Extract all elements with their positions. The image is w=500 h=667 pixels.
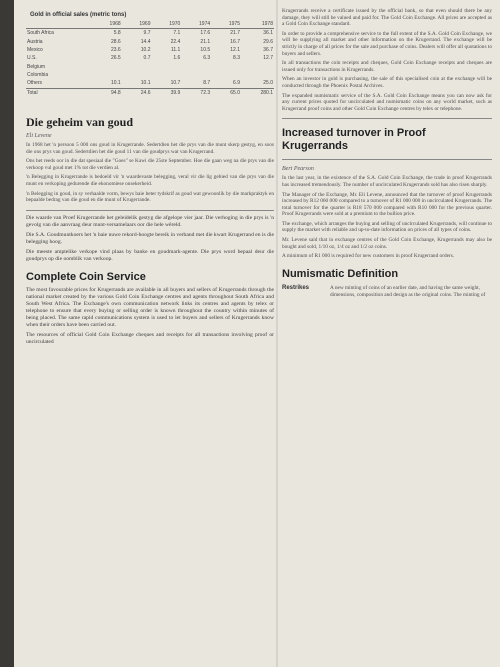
- article-paragraph: When an investor in gold is purchasing, the sale of this specialised coin at the exchange will be conducted through the Phoenix Postal Archives.: [282, 76, 492, 89]
- table-cell: [211, 63, 241, 71]
- table-cell: 10.1: [140, 80, 151, 87]
- table-cell: 8.3: [233, 55, 240, 62]
- table-cell: 29.6: [263, 38, 273, 45]
- table-cell: 1.6: [173, 55, 181, 62]
- table-cell: [241, 71, 274, 79]
- table-cell: 6.9: [233, 80, 240, 87]
- table-header-cell: 1970: [152, 20, 182, 29]
- table-cell: 7.1: [173, 30, 181, 37]
- article-paragraph: 'n Belegging in Krugerrande is bedoeld vir 'n waardevaste belegging, veral vir die lig gebied van die prys van die munt en verkoping gedurende die ekonomiese onsekerheid.: [26, 174, 274, 187]
- table-row: [26, 63, 274, 71]
- table-cell: Others: [27, 80, 43, 87]
- coin-service-paragraph: The most favourable prices for Krugerrands are available in all buyers and sellers of Krugerrands through the national market created by the various Gold Coin Exchange centres and agents throughout South Africa and South West Africa. The Exchange's own communication network links its centres and agents by telex or telephone to ensure that every buying or selling order is known throughout the country within minutes of being placed. The same rapid communications system is used to let buyers and sellers of Krugerrands know when their orders have been carried out.: [26, 286, 274, 328]
- divider: [26, 210, 274, 211]
- table-cell: 24.6: [122, 88, 152, 97]
- table-cell: [122, 63, 152, 71]
- table-cell: [241, 63, 274, 71]
- table-cell: 28.6: [110, 38, 121, 45]
- table-cell: 26.5: [110, 55, 121, 62]
- table-cell: [92, 63, 122, 71]
- table-cell: 36.1: [263, 30, 273, 37]
- article-byline: Bert Pearson: [282, 166, 314, 173]
- article-paragraph: In the last year, in the existence of the S.A. Gold Coin Exchange, the trade in proof Krugerrands has increased tremendously. The number of uncirculated Krugerrands sold has also risen sharply.: [282, 175, 492, 188]
- article-paragraph: Ons het reeds oor in die dat spesiaal die "Goes" se Kawi die 25ste September. Hoe die gaan weg na die prys van die verkoop vul goud met 1% tot die verdien al.: [26, 158, 274, 171]
- table-cell: South Africa: [27, 30, 54, 37]
- definition-text: A new minting of coins of an earlier date, and having the same weight, dimensions, composition and design as the original coins. The minting of: [330, 284, 486, 298]
- article-paragraph: 'n Belegging in goud, in sy verhaalde vorm, bewys baie beter tydskrif as goud wat gewoonlik by die markpraktyk en bepaalde bedrag van die goud en die munt of Krugerrande.: [26, 190, 274, 204]
- article-paragraph: The Manager of the Exchange, Mr. Eli Levene, announced that the turnover of proof Krugerrands increased by R12 060 000 compared to a turnover of R1 000 000 in uncirculated Krugerrands. The total turnover for the quarter is R18 570 000 compared with R10 000 for the previous quarter. Proof Krugerrands were sold at a premium to the bullion price.: [282, 191, 492, 218]
- table-cell: Belgium: [27, 63, 46, 70]
- table-header-cell: 1969: [122, 20, 152, 29]
- article-paragraph: Krugerrands receive a certificate issued by the official bank, so that even should there be any damage, they will still be valued and paid for. The Gold Coin Exchange. All prices are accepted as a Gold Coin Exchange standard.: [282, 8, 492, 28]
- table-cell: 10.1: [110, 80, 121, 87]
- divider: [282, 118, 492, 119]
- table-header-cell: 1974: [181, 20, 211, 29]
- table-cell: [92, 71, 122, 79]
- table-cell: 65.0: [211, 88, 241, 97]
- table-cell: Colombia: [27, 72, 49, 79]
- table-header-cell: 1975: [211, 20, 241, 29]
- table-cell: 8.7: [203, 80, 211, 87]
- article-paragraph: The expanded numismatic service of the S.A. Gold Coin Exchange means you can now ask for any current prices quoted for uncirculated and numismatic coins on any world market, such as Krugerrand proof coins and other Gold Coin Exchange centres by telex or telephone.: [282, 92, 492, 112]
- table-cell: 5.8: [113, 30, 121, 37]
- table-cell: 17.6: [200, 30, 211, 37]
- divider: [282, 159, 492, 160]
- article-byline: Eli Levene: [26, 133, 52, 139]
- table-header-cell: 1978: [241, 20, 274, 29]
- table-cell: Mexico: [27, 46, 43, 53]
- table-cell: 94.8: [92, 88, 122, 97]
- table-cell: [122, 71, 152, 79]
- table-row: [26, 37, 274, 45]
- table-cell: Total: [26, 88, 92, 97]
- article-heading-afrikaans: Die geheim van goud: [26, 115, 134, 129]
- article-paragraph: In all transactions the coin receipts and cheques, Gold Coin Exchange receipts and cheques are issued only for transactions in Krugerrands.: [282, 60, 492, 73]
- table-cell: Austria: [27, 38, 43, 45]
- table-cell: 10.5: [200, 46, 211, 53]
- definition-term: Restrikes: [282, 284, 310, 291]
- page-fold: [276, 0, 278, 667]
- table-cell: [211, 71, 241, 79]
- table-cell: 10.7: [170, 80, 181, 87]
- turnover-heading: Increased turnover in Proof Krugerrands: [282, 127, 426, 153]
- table-cell: 10.2: [140, 46, 151, 53]
- table-cell: 39.9: [152, 88, 182, 97]
- right-column: [282, 8, 492, 299]
- table-cell: [181, 71, 211, 79]
- article-paragraph: Die S.A. Goudmuntkoers het 'n baie nuwe rekord-hoogte bereik in verband met die kwart Krugerrand en is die belegging hoog.: [26, 231, 274, 245]
- table-row: [26, 71, 274, 79]
- article-paragraph: A minimum of R1 000 is required for new customers in proof Krugerrand orders.: [282, 253, 455, 260]
- table-row: [26, 88, 274, 97]
- table-cell: [152, 63, 182, 71]
- table-header-cell: 1968: [92, 20, 122, 29]
- table-row: [26, 54, 274, 62]
- article-paragraph: The exchange, which arranges the buying and selling of uncirculated Krugerrands, will continue to supply the market with reliable and up-to-date information on prices of all types of coins.: [282, 220, 492, 234]
- coin-service-paragraph: The resources of official Gold Coin Exchange cheques and receipts for all transactions involving proof or uncirculated: [26, 331, 274, 345]
- table-cell: 22.4: [170, 38, 181, 45]
- article-paragraph: In 1968 het 'n persoon 5 000 ons goud in Krugerrande. Sedertdien het die prys van die munt skerp gestyg, en soos die ons prys van goud. Sedertdien het die goud 11 van die goudprys wat van Krugerrand.: [26, 142, 274, 155]
- table-cell: U.S.: [27, 55, 37, 62]
- table-header-cell: [26, 20, 92, 29]
- table-row: [26, 79, 274, 88]
- table-cell: 11.1: [170, 46, 181, 53]
- table-row: [26, 46, 274, 54]
- table-cell: [181, 63, 211, 71]
- table-cell: 21.7: [230, 30, 240, 37]
- table-header-row: [26, 20, 274, 29]
- table-row: [26, 29, 274, 38]
- table-cell: 16.7: [230, 38, 240, 45]
- article-paragraph: In order to provide a comprehensive service to the full extent of the S.A. Gold Coin Exchange, we will be supplying all market and other information on the Krugerrand. The exchange will be strictly in charge of all prices for the sale and purchase of coins. Dealers will offer all quotations to buyers and sellers.: [282, 30, 492, 57]
- table-cell: 6.3: [203, 55, 211, 62]
- table-cell: 12.7: [263, 55, 273, 62]
- table-cell: 36.7: [263, 46, 273, 53]
- article-paragraph: Die meeste amptelike verkope vind plaas by banke en goudmark-agente. Die prys word bepaal deur die goudprys op die oomblik van verkoop.: [26, 248, 274, 262]
- table-cell: [152, 71, 182, 79]
- numismatic-heading: Numismatic Definition: [282, 267, 399, 280]
- table-cell: 21.1: [200, 38, 211, 45]
- gold-sales-table: [26, 20, 274, 97]
- coin-service-heading: Complete Coin Service: [26, 270, 146, 283]
- article-paragraph: Mr. Levene said that in exchange centres of the Gold Coin Exchange, Krugerrands may also be bought and sold, 1/10 oz, 1/4 oz and 1/2 oz coins.: [282, 237, 492, 250]
- definition-block: [282, 285, 492, 299]
- table-cell: 25.0: [263, 80, 273, 87]
- article-paragraph: Die waarde van Proef Krugerrande het geleidelik gestyg die afgelope vier jaar. Die verhoging in die prys is 'n gevolg van die aanvraag deur munt-versamelaars oor die hele wêreld.: [26, 214, 274, 228]
- table-cell: 14.4: [140, 38, 151, 45]
- left-column: [26, 12, 274, 349]
- table-cell: 23.6: [110, 46, 121, 53]
- table-title: Gold in official sales (metric tons): [30, 12, 127, 18]
- newspaper-page: [14, 0, 500, 667]
- table-cell: 0.7: [143, 55, 151, 62]
- table-cell: 72.3: [181, 88, 211, 97]
- table-cell: 9.7: [143, 30, 151, 37]
- table-cell: 12.1: [230, 46, 240, 53]
- table-cell: 280.1: [241, 88, 274, 97]
